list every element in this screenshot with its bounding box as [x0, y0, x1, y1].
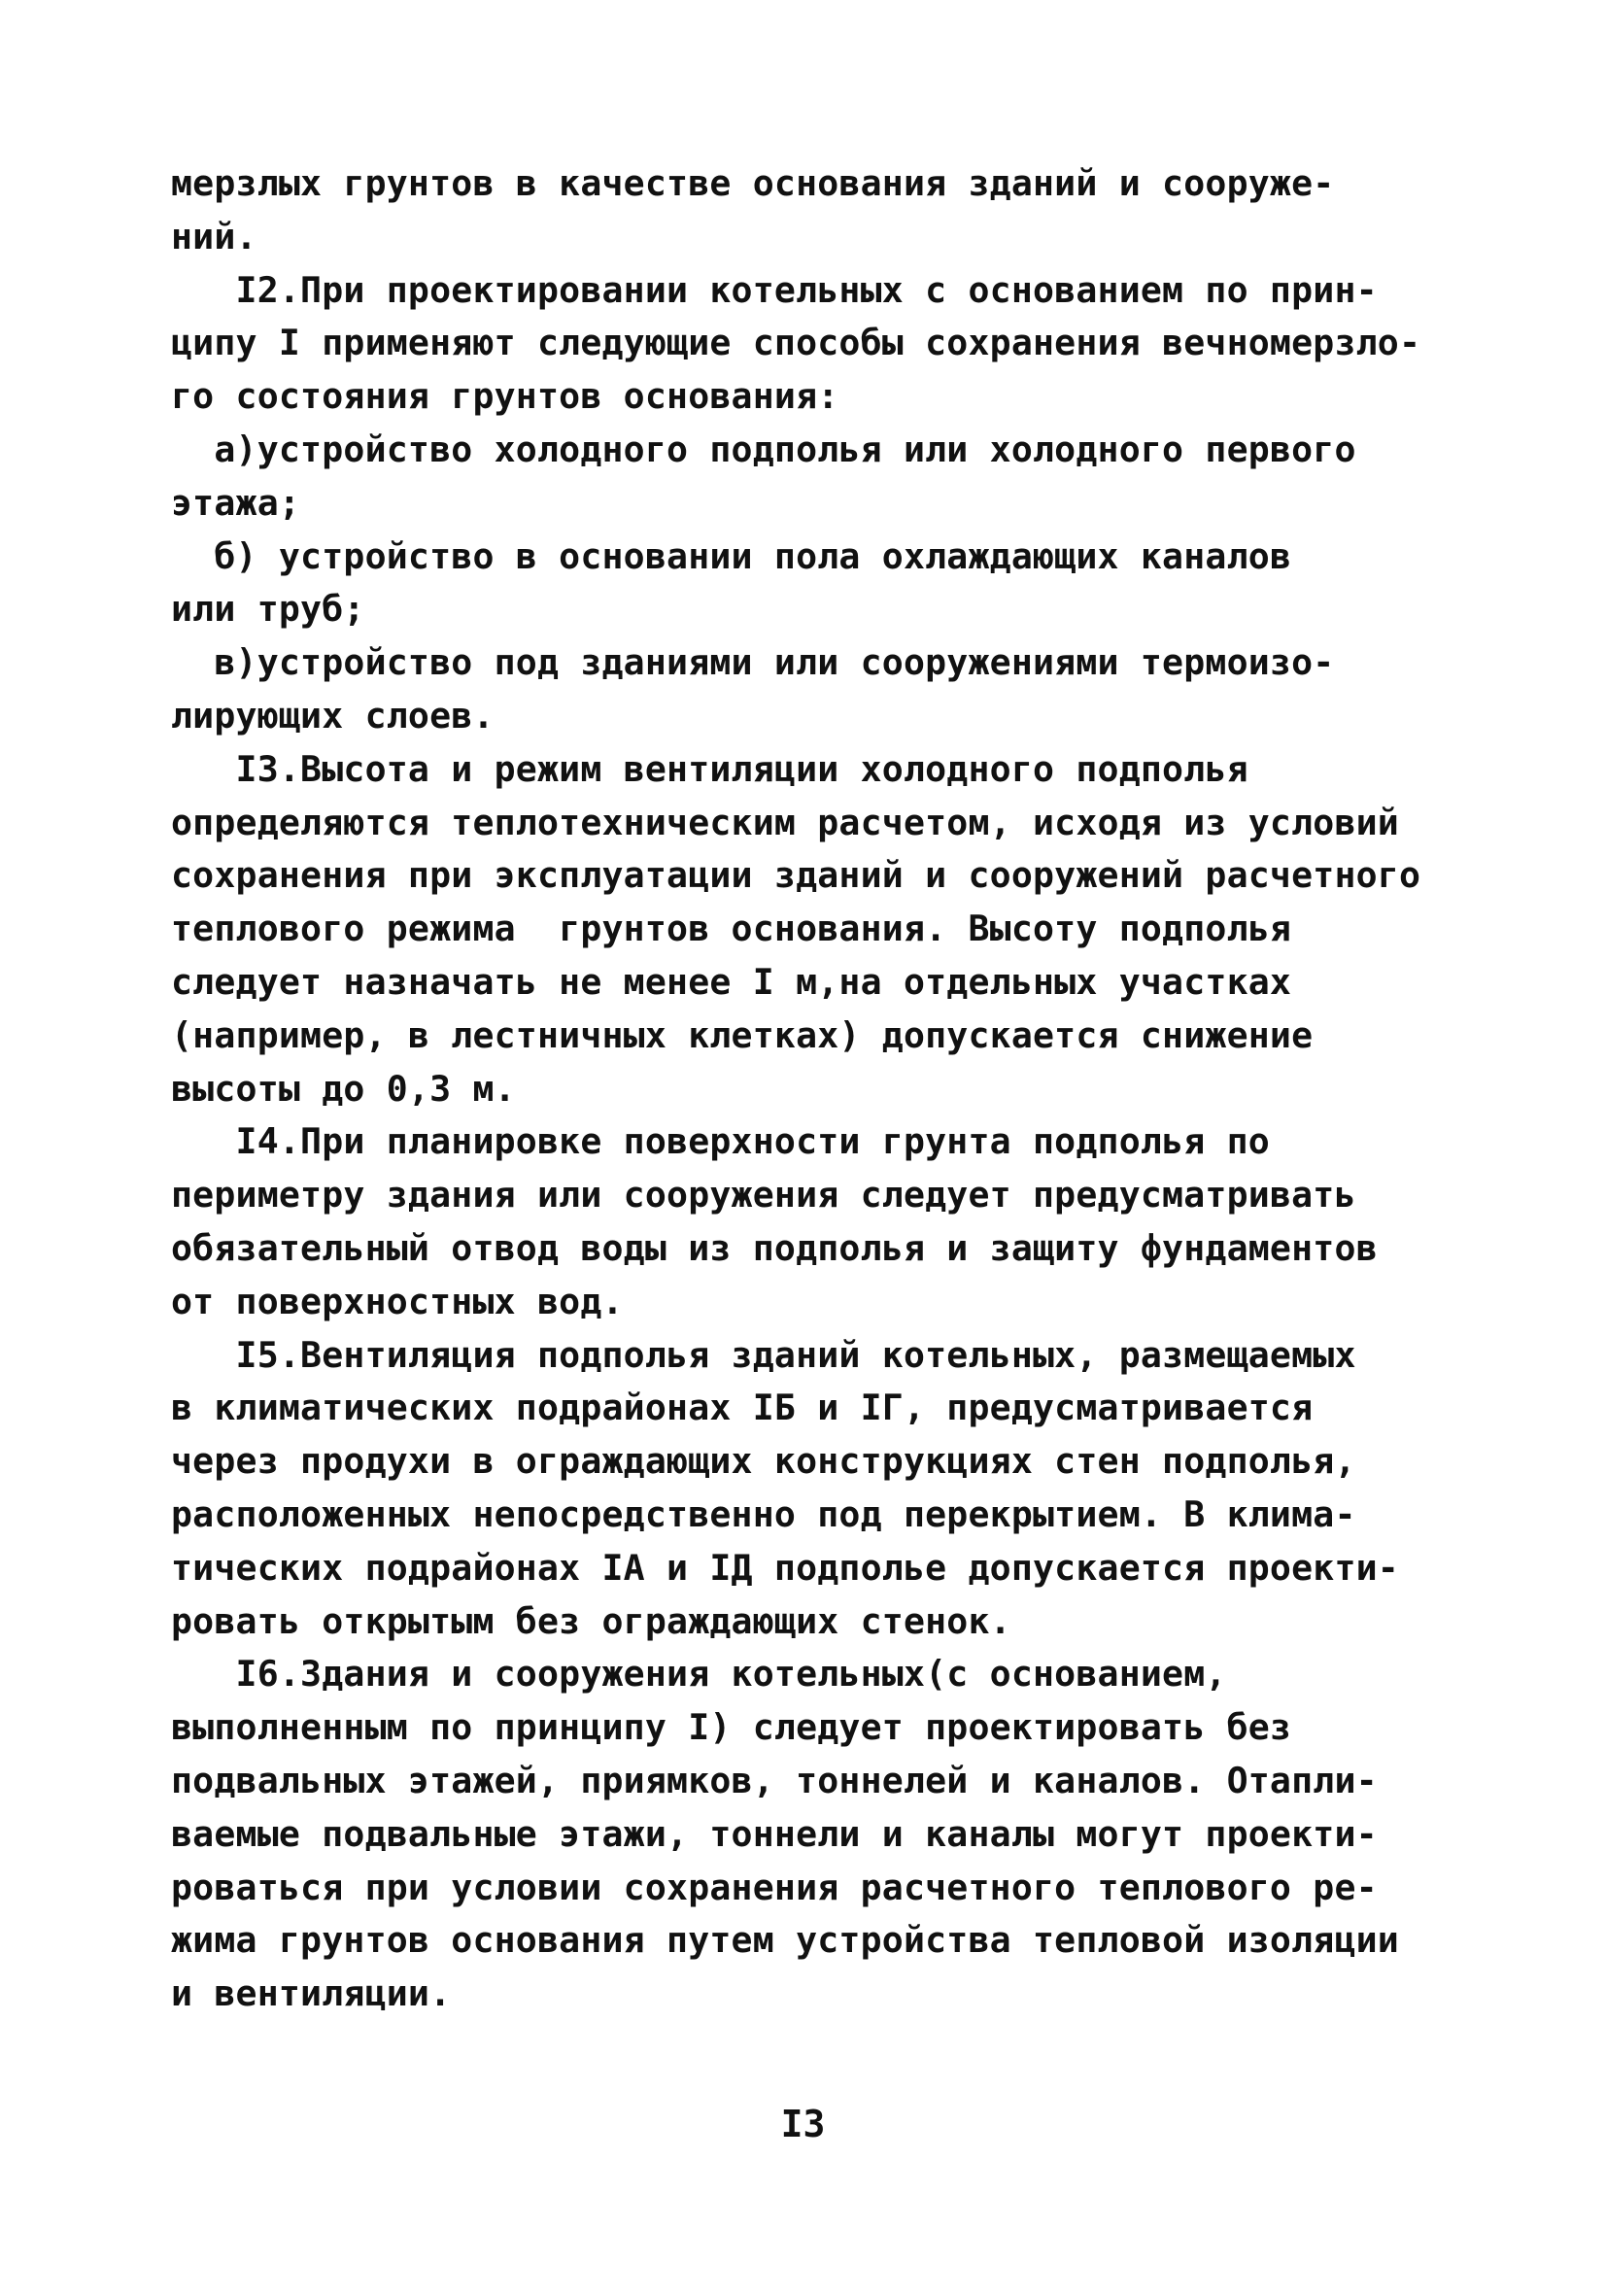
text-line: подвальных этажей, приямков, тоннелей и каналов. Отапли-	[171, 1759, 1378, 1801]
text-line: обязательный отвод воды из подполья и защиту фундаментов	[171, 1226, 1378, 1269]
text-line: I3.Высота и режим вентиляции холодного подполья	[171, 747, 1248, 790]
text-line: и вентиляции.	[171, 1972, 452, 2015]
text-line: I2.При проектировании котельных с основанием по прин-	[171, 268, 1378, 311]
text-line: ний.	[171, 215, 257, 257]
text-line: б) устройство в основании пола охлаждающих каналов	[171, 534, 1292, 577]
text-line: лирующих слоев.	[171, 694, 495, 737]
text-line: через продухи в ограждающих конструкциях стен подполья,	[171, 1440, 1356, 1483]
text-line: (например, в лестничных клетках) допускается снижение	[171, 1013, 1314, 1056]
text-line: высоты до 0,3 м.	[171, 1067, 516, 1110]
text-line: го состояния грунтов основания:	[171, 375, 839, 418]
text-line: сохранения при эксплуатации зданий и сооружений расчетного	[171, 854, 1421, 897]
text-line: I4.При планировке поверхности грунта подполья по	[171, 1120, 1270, 1163]
body-text	[171, 157, 1453, 2021]
text-line: или труб;	[171, 588, 365, 631]
text-line: от поверхностных вод.	[171, 1280, 624, 1322]
text-line: мерзлых грунтов в качестве основания зданий и сооруже-	[171, 162, 1335, 204]
text-line: определяются теплотехническим расчетом, исходя из условий	[171, 801, 1399, 843]
text-line: роваться при условии сохранения расчетного теплового ре-	[171, 1866, 1378, 1908]
text-line: этажа;	[171, 481, 301, 524]
text-line: выполненным по принципу I) следует проектировать без	[171, 1706, 1292, 1749]
text-line: ровать открытым без ограждающих стенок.	[171, 1599, 1011, 1642]
text-line: следует назначать не менее I м,на отдельных участках	[171, 960, 1292, 1003]
text-line: а)устройство холодного подполья или холодного первого	[171, 428, 1356, 470]
text-line: ваемые подвальные этажи, тоннели и каналы могут проекти-	[171, 1812, 1378, 1855]
text-line: теплового режима грунтов основания. Высоту подполья	[171, 908, 1292, 950]
text-line: в климатических подрайонах IБ и IГ, предусматривается	[171, 1387, 1314, 1429]
text-line: периметру здания или сооружения следует предусматривать	[171, 1174, 1356, 1217]
text-line: в)устройство под зданиями или сооружениями термоизо-	[171, 641, 1335, 684]
text-line: тических подрайонах IА и IД подполье допускается проекти-	[171, 1546, 1399, 1589]
text-line: жима грунтов основания путем устройства тепловой изоляции	[171, 1919, 1399, 1962]
text-line: I6.Здания и сооружения котельных(с основанием,	[171, 1653, 1227, 1696]
text-line: ципу I применяют следующие способы сохранения вечномерзло-	[171, 322, 1421, 364]
text-line: расположенных непосредственно под перекрытием. В клима-	[171, 1492, 1356, 1535]
page-number: I3	[780, 2103, 826, 2145]
text-line: I5.Вентиляция подполья зданий котельных, размещаемых	[171, 1333, 1356, 1376]
